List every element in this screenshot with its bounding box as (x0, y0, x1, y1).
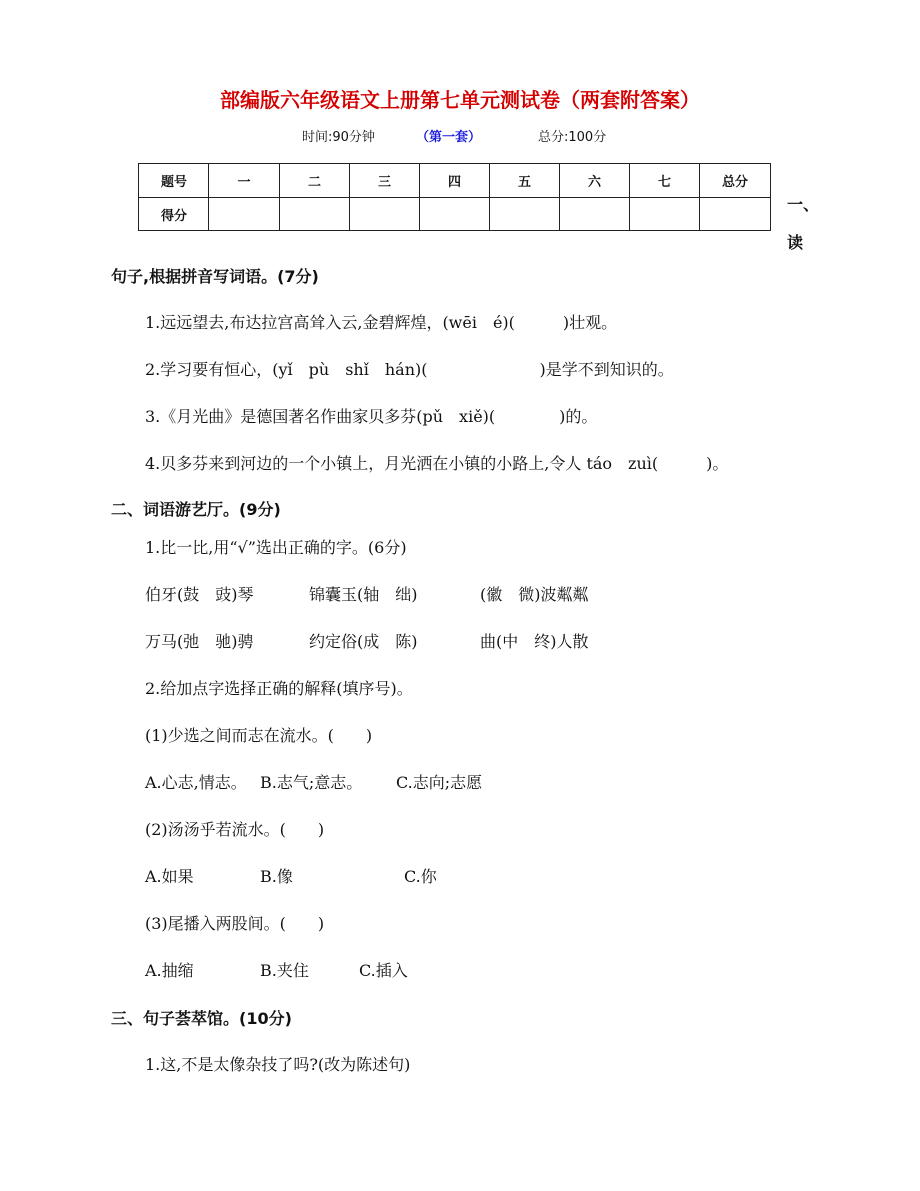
question-line: 1.这,不是太像杂技了吗?(改为陈述句) (145, 1055, 411, 1074)
question-line: 1.远远望去,布达拉宫高耸入云,金碧辉煌，(wēi é)( )壮观。 (145, 313, 618, 332)
side-mark: 读 (787, 233, 804, 252)
choice-item: (徽 微)波粼粼 (480, 585, 589, 604)
option-item: C.插入 (359, 961, 408, 980)
side-mark: 一、 (787, 195, 820, 214)
question-line: 1.比一比,用“√”选出正确的字。(6分) (145, 538, 407, 557)
option-item: A.如果 (145, 867, 194, 886)
table-header-cell: 二 (280, 164, 350, 198)
section-heading: 二、词语游艺厅。(9分) (111, 500, 281, 519)
choice-item: 伯牙(鼓 豉)琴 (145, 585, 254, 604)
table-header-cell: 四 (420, 164, 490, 198)
table-row-label: 得分 (139, 198, 209, 231)
question-line: 3.《月光曲》是德国著名作曲家贝多芬(pǔ xiě)( )的。 (145, 407, 598, 426)
section-heading: 三、句子荟萃馆。(10分) (111, 1009, 292, 1028)
table-header-cell: 五 (490, 164, 560, 198)
option-item: B.志气;意志。 (260, 773, 363, 792)
score-cell[interactable] (490, 198, 560, 231)
option-item: A.心志,情志。 (145, 773, 247, 792)
table-header-cell: 三 (350, 164, 420, 198)
question-line: 4.贝多芬来到河边的一个小镇上，月光洒在小镇的小路上,令人 táo zuì( )。 (145, 454, 729, 473)
question-line: 2.给加点字选择正确的解释(填序号)。 (145, 679, 413, 698)
score-cell[interactable] (630, 198, 700, 231)
section-heading: 句子,根据拼音写词语。(7分) (111, 267, 319, 286)
set-label: （第一套） (416, 130, 482, 145)
option-item: C.你 (404, 867, 437, 886)
option-item: B.夹住 (260, 961, 309, 980)
exam-time: 时间:90分钟 (302, 130, 375, 145)
score-cell[interactable] (700, 198, 771, 231)
table-header-cell: 题号 (139, 164, 209, 198)
question-line: (3)尾播入两股间。( ) (145, 914, 325, 933)
score-cell[interactable] (209, 198, 280, 231)
question-line: (2)汤汤乎若流水。( ) (145, 820, 325, 839)
table-header-cell: 六 (560, 164, 630, 198)
question-line: 2.学习要有恒心，(yǐ pù shǐ hán)( )是学不到知识的。 (145, 360, 674, 379)
choice-item: 曲(中 终)人散 (480, 632, 589, 651)
choice-item: 约定俗(成 陈) (309, 632, 418, 651)
table-header-cell: 一 (209, 164, 280, 198)
table-header-cell: 七 (630, 164, 700, 198)
table-header-cell: 总分 (700, 164, 771, 198)
total-score: 总分:100分 (538, 130, 607, 145)
score-cell[interactable] (420, 198, 490, 231)
option-item: C.志向;志愿 (396, 773, 483, 792)
choice-item: 锦囊玉(轴 绌) (309, 585, 418, 604)
question-line: (1)少选之间而志在流水。( ) (145, 726, 373, 745)
score-table (138, 163, 771, 231)
option-item: A.抽缩 (145, 961, 194, 980)
choice-item: 万马(弛 驰)骋 (145, 632, 254, 651)
score-cell[interactable] (560, 198, 630, 231)
option-item: B.像 (260, 867, 293, 886)
score-cell[interactable] (280, 198, 350, 231)
score-cell[interactable] (350, 198, 420, 231)
page-title: 部编版六年级语文上册第七单元测试卷（两套附答案） (220, 88, 700, 112)
